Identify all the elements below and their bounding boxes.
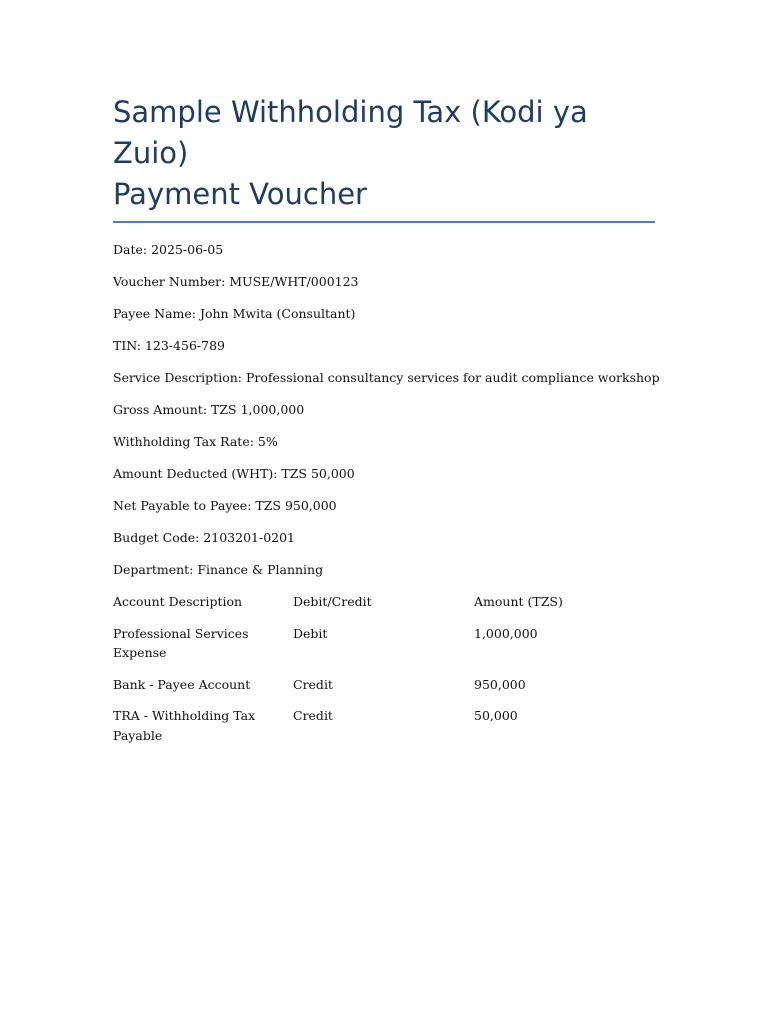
- voucher-fields: [113, 240, 660, 592]
- field-date: Date: 2025-06-05: [113, 242, 224, 257]
- cell-account: Bank - Payee Account: [113, 676, 251, 692]
- header-account-description: Account Description: [113, 594, 243, 609]
- cell-amount: 50,000: [474, 708, 518, 723]
- table-row: [113, 675, 655, 707]
- title-line-2: Payment Voucher: [113, 177, 367, 211]
- page-title: [113, 92, 655, 223]
- cell-amount: 950,000: [474, 676, 526, 692]
- title-line-1: Sample Withholding Tax (Kodi ya Zuio): [113, 95, 588, 170]
- table-row: [113, 706, 655, 757]
- field-service-description: Service Description: Professional consultancy services for audit compliance workshop: [113, 370, 660, 385]
- field-amount-deducted: Amount Deducted (WHT): TZS 50,000: [113, 466, 355, 481]
- field-gross-amount: Gross Amount: TZS 1,000,000: [113, 402, 305, 417]
- header-debit-credit: Debit/Credit: [293, 594, 372, 609]
- field-budget-code: Budget Code: 2103201-0201: [113, 530, 296, 545]
- field-voucher-number: Voucher Number: MUSE/WHT/000123: [113, 274, 359, 289]
- cell-debit-credit: Credit: [293, 676, 333, 692]
- cell-account: TRA - Withholding Tax Payable: [113, 708, 256, 743]
- cell-amount: 1,000,000: [474, 625, 538, 641]
- cell-account: Professional Services Expense: [113, 625, 249, 660]
- cell-debit-credit: Credit: [293, 708, 333, 723]
- header-amount: Amount (TZS): [474, 594, 563, 609]
- field-net-payable: Net Payable to Payee: TZS 950,000: [113, 498, 337, 513]
- field-wht-rate: Withholding Tax Rate: 5%: [113, 434, 278, 449]
- field-tin: TIN: 123-456-789: [113, 338, 225, 353]
- field-department: Department: Finance & Planning: [113, 562, 324, 577]
- field-payee-name: Payee Name: John Mwita (Consultant): [113, 306, 356, 321]
- table-row: [113, 624, 655, 675]
- ledger-header-row: [113, 592, 655, 624]
- voucher-page: [113, 92, 660, 757]
- ledger-table: [113, 592, 655, 757]
- cell-debit-credit: Debit: [293, 625, 328, 641]
